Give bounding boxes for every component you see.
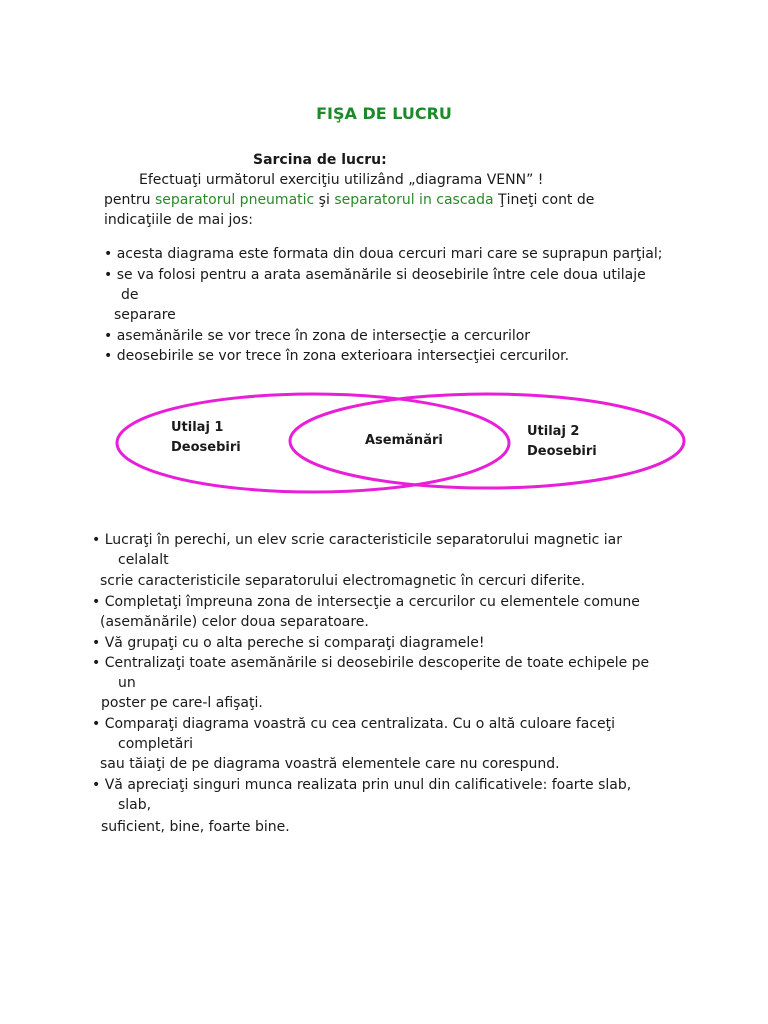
task-line-2 xyxy=(104,190,594,210)
task-item-continued: celalalt xyxy=(118,552,169,568)
task-item-continued: suficient, bine, foarte bine. xyxy=(101,819,290,835)
task-line-2-mid: şi xyxy=(314,192,335,208)
venn-right-label-1: Utilaj 2 xyxy=(527,424,580,439)
instruction-item-continued: separare xyxy=(114,307,176,323)
task-line-2-suffix: Ţineţi cont de xyxy=(493,192,595,208)
task-line-3: indicaţiile de mai jos: xyxy=(104,212,254,228)
task-item-continued: slab, xyxy=(118,797,152,813)
task-item-continued: (asemănările) celor doua separatoare. xyxy=(100,614,369,630)
instruction-item-continued: de xyxy=(121,287,139,303)
instruction-item: • asemănările se vor trece în zona de intersecţie a cercurilor xyxy=(104,328,531,344)
task-item: • Vă grupaţi cu o alta pereche si comparaţi diagramele! xyxy=(92,635,485,651)
venn-center-label: Asemănări xyxy=(365,433,443,448)
task-item-continued: un xyxy=(118,675,136,691)
instruction-item: • se va folosi pentru a arata asemănările si deosebirile între cele doua utilaje xyxy=(104,267,646,283)
task-item-continued: completări xyxy=(118,736,194,752)
instruction-item: • deosebirile se vor trece în zona exterioara intersecţiei cercurilor. xyxy=(104,348,570,364)
task-heading: Sarcina de lucru: xyxy=(253,152,387,168)
task-item: • Centralizaţi toate asemănările si deosebirile descoperite de toate echipele pe xyxy=(92,655,650,671)
task-item: • Completaţi împreuna zona de intersecţie a cercurilor cu elementele comune xyxy=(92,594,640,610)
task-item-continued: sau tăiaţi de pe diagrama voastră elementele care nu corespund. xyxy=(100,756,560,772)
page-title: FIŞA DE LUCRU xyxy=(316,104,452,123)
term-pneumatic-separator: separatorul pneumatic xyxy=(154,192,315,208)
term-cascade-separator: separatorul in cascada xyxy=(334,192,494,208)
venn-left-label-2: Deosebiri xyxy=(171,440,241,455)
venn-left-label-1: Utilaj 1 xyxy=(171,420,224,435)
task-item: • Vă apreciaţi singuri munca realizata prin unul din calificativele: foarte slab, xyxy=(92,777,632,793)
task-item: • Lucraţi în perechi, un elev scrie caracteristicile separatorului magnetic iar xyxy=(92,532,622,548)
task-line-1: Efectuaţi următorul exerciţiu utilizând „diagrama VENN” ! xyxy=(139,172,544,188)
task-line-2-prefix: pentru xyxy=(104,192,155,208)
task-item-continued: poster pe care-l afişaţi. xyxy=(101,695,263,711)
instruction-item: • acesta diagrama este formata din doua cercuri mari care se suprapun parţial; xyxy=(104,246,663,262)
task-item-continued: scrie caracteristicile separatorului electromagnetic în cercuri diferite. xyxy=(100,573,586,589)
venn-right-ellipse xyxy=(290,394,684,488)
venn-right-label-2: Deosebiri xyxy=(527,444,597,459)
task-item: • Comparaţi diagrama voastră cu cea centralizata. Cu o altă culoare faceţi xyxy=(92,716,616,732)
